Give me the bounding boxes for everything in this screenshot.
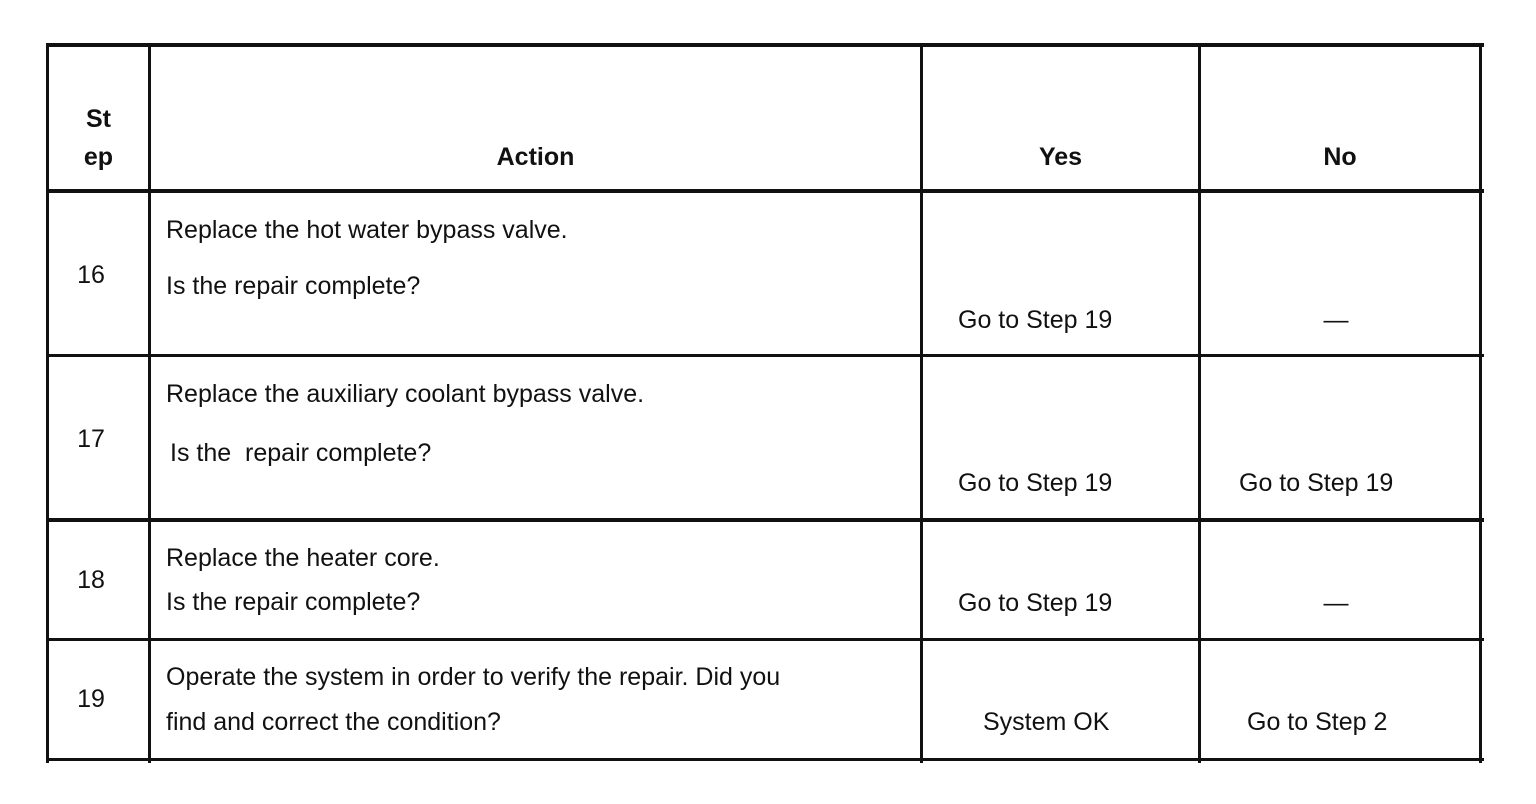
yes-result: System OK <box>983 708 1110 736</box>
action-text: Replace the auxiliary coolant bypass valve. <box>166 380 645 408</box>
table-top-border <box>46 43 1484 47</box>
action-text: find and correct the condition? <box>166 708 501 736</box>
row-divider <box>46 638 1484 641</box>
yes-result: Go to Step 19 <box>958 306 1113 334</box>
header-step <box>49 100 148 176</box>
no-result: — <box>1323 306 1349 334</box>
action-text: Replace the heater core. <box>166 544 440 572</box>
action-text: Is the repair complete? <box>166 588 421 616</box>
header-yes: Yes <box>1038 143 1083 171</box>
header-step-line: ep <box>83 143 114 171</box>
table-bottom-border <box>46 758 1484 761</box>
no-result: Go to Step 19 <box>1239 469 1394 497</box>
yes-result: Go to Step 19 <box>958 469 1113 497</box>
yes-result: Go to Step 19 <box>958 589 1113 617</box>
step-number: 17 <box>77 425 105 453</box>
step-number: 19 <box>77 685 105 713</box>
action-text: Is the repair complete? <box>166 272 421 300</box>
header-no: No <box>1323 143 1357 171</box>
no-result: — <box>1323 589 1349 617</box>
table-right-border <box>1479 43 1482 763</box>
header-action: Action <box>496 143 575 171</box>
step-number: 16 <box>77 261 105 289</box>
row-divider <box>46 518 1484 522</box>
no-result: Go to Step 2 <box>1247 708 1388 736</box>
action-text: Is the repair complete? <box>170 439 432 467</box>
header-step-line: St <box>86 105 111 133</box>
action-text: Operate the system in order to verify the repair. Did you <box>166 663 781 691</box>
diagnostic-table <box>46 43 1484 763</box>
step-number: 18 <box>77 566 105 594</box>
row-divider <box>46 354 1484 357</box>
header-bottom-border <box>46 189 1484 193</box>
action-text: Replace the hot water bypass valve. <box>166 216 568 244</box>
